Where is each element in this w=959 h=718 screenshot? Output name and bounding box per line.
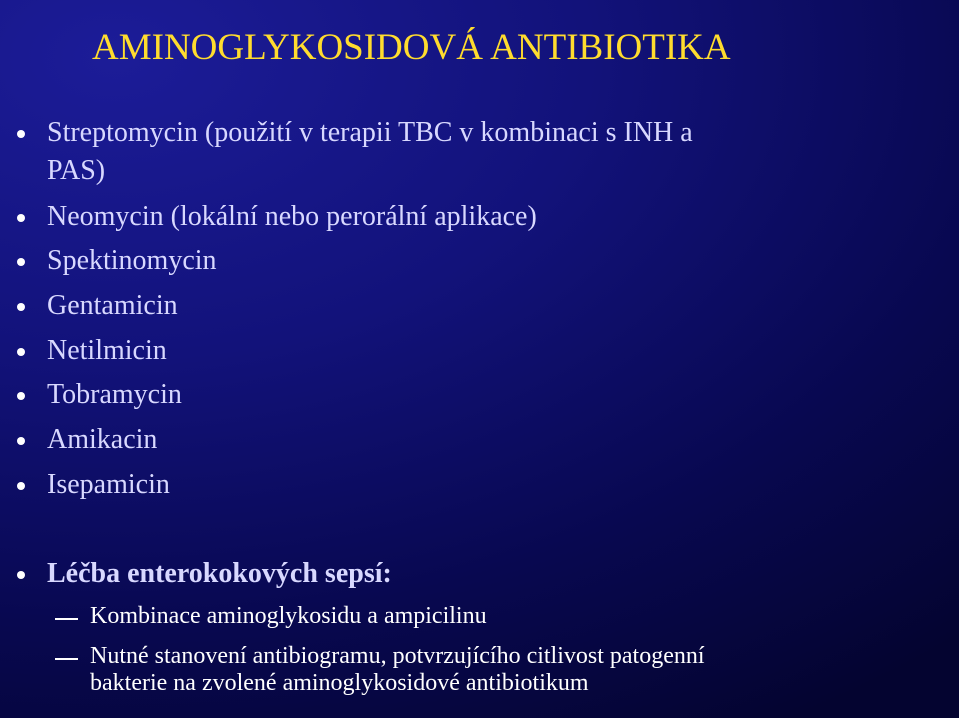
- bullet-text-continuation: PAS): [47, 155, 106, 186]
- bullet-icon: [17, 348, 25, 356]
- bullet-icon: [17, 437, 25, 445]
- dash-icon: [55, 618, 78, 620]
- bullet-icon: [17, 392, 25, 400]
- bullet-icon: [17, 130, 25, 138]
- bullet-icon: [17, 303, 25, 311]
- slide-title: AMINOGLYKOSIDOVÁ ANTIBIOTIKA: [92, 27, 731, 68]
- bullet-text: Neomycin (lokální nebo perorální aplikace): [47, 201, 537, 232]
- bullet-text: Tobramycin: [47, 379, 182, 410]
- bullet-spektinomycin: [47, 245, 217, 277]
- bullet-text: Isepamicin: [47, 469, 170, 500]
- bullet-text: Amikacin: [47, 424, 158, 455]
- bullet-tobramycin: [47, 379, 182, 411]
- bullet-gentamicin: [47, 290, 178, 322]
- bullet-neomycin: [47, 201, 537, 233]
- bullet-text: Gentamicin: [47, 290, 178, 321]
- bullet-streptomycin: [47, 117, 693, 187]
- bullet-icon: [17, 482, 25, 490]
- therapy-heading: Léčba enterokokových sepsí:: [47, 558, 392, 589]
- bullet-text: Netilmicin: [47, 335, 167, 366]
- bullet-netilmicin: [47, 335, 167, 367]
- bullet-text: Spektinomycin: [47, 245, 217, 276]
- dash-icon: [55, 658, 78, 660]
- subitem-text: Kombinace aminoglykosidu a ampicilinu: [90, 603, 487, 629]
- bullet-icon: [17, 214, 25, 222]
- bullet-isepamicin: [47, 469, 170, 501]
- bullet-icon: [17, 571, 25, 579]
- subitem-text-continuation: bakterie na zvolené aminoglykosidové antibiotikum: [90, 670, 589, 696]
- subitem-combination: [90, 603, 487, 630]
- subitem-antibiogram: [90, 643, 705, 697]
- subitem-text: Nutné stanovení antibiogramu, potvrzujícího citlivost patogenní: [90, 643, 705, 669]
- bullet-icon: [17, 258, 25, 266]
- bullet-amikacin: [47, 424, 157, 456]
- bullet-therapy-heading: [47, 558, 392, 590]
- bullet-text: Streptomycin (použití v terapii TBC v kombinaci s INH a: [47, 117, 693, 148]
